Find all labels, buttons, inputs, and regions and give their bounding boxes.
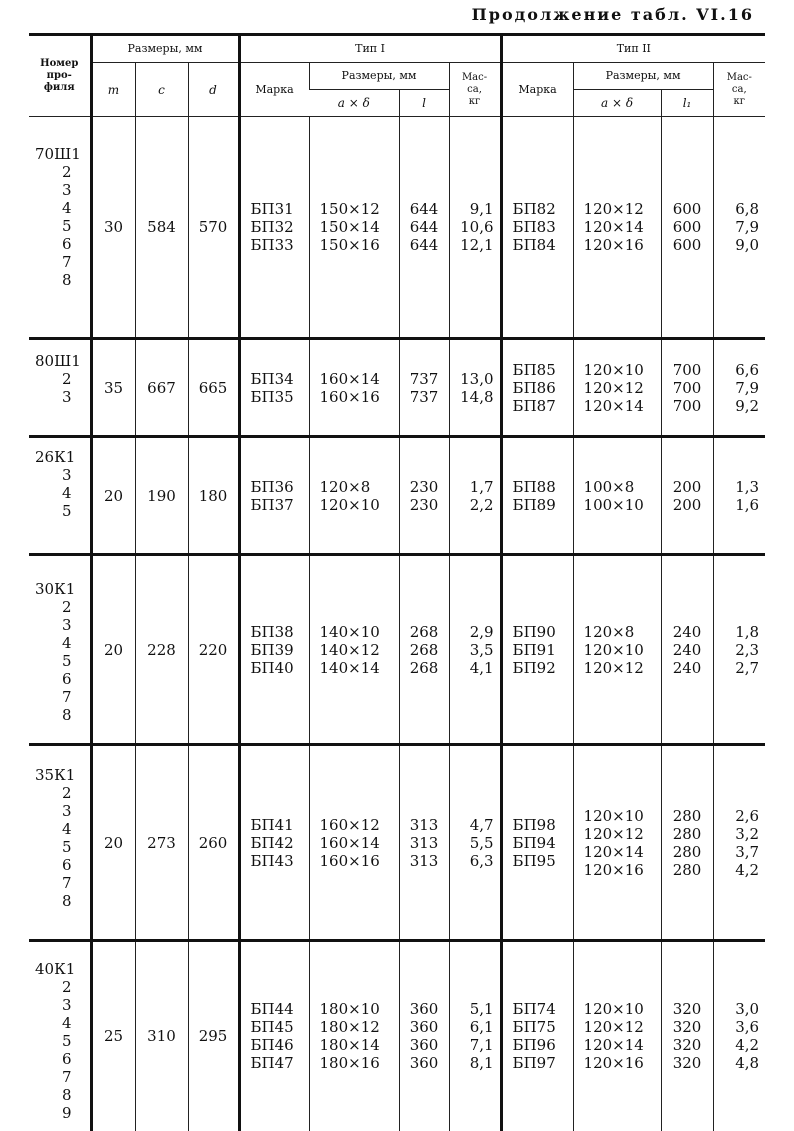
type2-mass xyxy=(713,941,765,1131)
profile-subnumber: 8 xyxy=(61,1086,72,1104)
profile-cell xyxy=(29,941,91,1131)
type1-mass xyxy=(449,437,501,555)
table-row xyxy=(29,555,765,745)
type2-mark-value: БП95 xyxy=(512,851,556,870)
type2-mark-value: БП87 xyxy=(512,396,556,415)
type2-l1-value: 700 xyxy=(672,396,702,415)
type2-axd-value: 120×10 xyxy=(583,360,644,379)
type1-l-value: 644 xyxy=(409,218,439,236)
table-row xyxy=(29,941,765,1131)
type2-mark-value: БП89 xyxy=(512,495,556,514)
size-c-cell: 228 xyxy=(135,555,188,745)
type2-axd-value: 120×16 xyxy=(583,236,644,254)
type1-mass-value: 6,3 xyxy=(469,851,494,870)
type2-l1 xyxy=(661,745,713,941)
type1-axd xyxy=(309,941,399,1131)
type2-l1 xyxy=(661,555,713,745)
profile-subnumber: 2 xyxy=(61,978,72,996)
type2-mass xyxy=(713,555,765,745)
type2-mass-value: 3,2 xyxy=(735,824,760,843)
type2-mark-value: БП83 xyxy=(512,218,556,236)
type2-mark-value: БП96 xyxy=(512,1036,556,1055)
type2-mass-value: 3,6 xyxy=(735,1018,760,1037)
type1-mark-value: БП39 xyxy=(250,640,294,659)
type1-mass xyxy=(449,555,501,745)
profile-subnumber: 3 xyxy=(61,181,72,199)
type2-mark-value: БП85 xyxy=(512,360,556,379)
type2-l1-value: 320 xyxy=(672,1054,702,1073)
header-profile-no: Номер про- филя xyxy=(29,35,91,117)
type2-mass-value: 2,7 xyxy=(735,658,760,677)
type2-mark-value: БП86 xyxy=(512,378,556,397)
type2-l1-value: 280 xyxy=(672,824,702,843)
type1-mark-value: БП45 xyxy=(250,1018,294,1037)
type2-axd-value: 120×16 xyxy=(583,1054,644,1073)
type1-axd-value: 160×16 xyxy=(319,387,380,406)
type1-l-value: 313 xyxy=(409,851,439,870)
profile-number: 35К1 xyxy=(35,766,76,784)
type2-mark xyxy=(501,745,573,941)
type1-mark-value: БП44 xyxy=(250,1000,294,1019)
type2-axd-value: 120×16 xyxy=(583,860,644,879)
type2-mark-value: БП91 xyxy=(512,640,556,659)
profile-subnumber: 7 xyxy=(61,688,72,706)
type1-l-value: 644 xyxy=(409,200,439,218)
type1-mass-value: 5,5 xyxy=(469,833,494,852)
type1-mark-value: БП43 xyxy=(250,851,294,870)
type1-axd-value: 120×10 xyxy=(319,495,380,514)
header-type2-mark: Марка xyxy=(501,63,573,117)
type1-mark-value: БП34 xyxy=(250,369,294,388)
type1-mass-value: 1,7 xyxy=(469,477,494,496)
type2-axd-value: 120×12 xyxy=(583,658,644,677)
size-c-cell: 667 xyxy=(135,339,188,437)
size-c-cell: 190 xyxy=(135,437,188,555)
type2-mass-value: 7,9 xyxy=(735,218,760,236)
type2-mark-value: БП74 xyxy=(512,1000,556,1019)
profile-subnumber: 7 xyxy=(61,874,72,892)
type2-axd xyxy=(573,745,661,941)
type1-axd-value: 140×12 xyxy=(319,640,380,659)
header-type1-axd: a × δ xyxy=(309,90,399,117)
profile-subnumber: 7 xyxy=(61,253,72,271)
type2-axd-value: 120×10 xyxy=(583,640,644,659)
profile-number: 80Ш1 xyxy=(35,352,81,370)
type1-axd xyxy=(309,555,399,745)
type1-mass-value: 4,1 xyxy=(469,658,494,677)
type1-axd-value: 180×10 xyxy=(319,1000,380,1019)
size-m-cell: 20 xyxy=(91,745,135,941)
profile-subnumber: 5 xyxy=(61,838,72,856)
type1-axd-value: 120×8 xyxy=(319,477,371,496)
type1-mass-value: 14,8 xyxy=(460,387,494,406)
type2-axd-value: 120×12 xyxy=(583,200,644,218)
type2-mass-value: 6,6 xyxy=(735,360,760,379)
type1-l-value: 737 xyxy=(409,369,439,388)
type1-l-value: 313 xyxy=(409,833,439,852)
type1-l xyxy=(399,117,449,339)
type2-l1 xyxy=(661,339,713,437)
table-caption: Продолжение табл. VI.16 xyxy=(471,5,754,24)
type2-l1-value: 240 xyxy=(672,622,702,641)
type1-mass-value: 5,1 xyxy=(469,1000,494,1019)
size-c-cell: 310 xyxy=(135,941,188,1131)
type1-mark-value: БП41 xyxy=(250,815,294,834)
size-m-cell: 30 xyxy=(91,117,135,339)
type2-mark xyxy=(501,437,573,555)
type2-l1-value: 280 xyxy=(672,860,702,879)
profile-subnumber: 4 xyxy=(61,820,72,838)
type1-axd-value: 180×14 xyxy=(319,1036,380,1055)
type1-mass-value: 10,6 xyxy=(460,218,494,236)
profile-number: 70Ш1 xyxy=(35,145,81,163)
type2-mark-value: БП98 xyxy=(512,815,556,834)
type1-l-value: 360 xyxy=(409,1018,439,1037)
type2-mark-value: БП90 xyxy=(512,622,556,641)
type1-axd-value: 140×10 xyxy=(319,622,380,641)
type2-mass xyxy=(713,437,765,555)
type1-l-value: 313 xyxy=(409,815,439,834)
header-type2-l1: l₁ xyxy=(661,90,713,117)
type2-axd-value: 120×14 xyxy=(583,842,644,861)
profile-subnumber: 9 xyxy=(61,1104,72,1122)
size-m-cell: 25 xyxy=(91,941,135,1131)
type1-l-value: 360 xyxy=(409,1000,439,1019)
size-m-cell: 20 xyxy=(91,437,135,555)
type2-mass-value: 4,2 xyxy=(735,860,760,879)
type2-mass-value: 2,3 xyxy=(735,640,760,659)
size-m-cell: 20 xyxy=(91,555,135,745)
type2-mark-value: БП75 xyxy=(512,1018,556,1037)
header-type2: Тип II xyxy=(501,35,765,63)
type2-l1-value: 200 xyxy=(672,477,702,496)
profile-subnumber: 8 xyxy=(61,892,72,910)
profile-number: 30К1 xyxy=(35,580,76,598)
type2-axd-value: 100×10 xyxy=(583,495,644,514)
type1-axd-value: 160×14 xyxy=(319,833,380,852)
type1-axd-value: 160×14 xyxy=(319,369,380,388)
type1-l xyxy=(399,339,449,437)
type1-l-value: 644 xyxy=(409,236,439,254)
header-m: m xyxy=(91,63,135,117)
profile-subnumber: 3 xyxy=(61,802,72,820)
profile-subnumber: 8 xyxy=(61,706,72,724)
type2-l1 xyxy=(661,117,713,339)
type1-mass-value: 9,1 xyxy=(469,200,494,218)
type1-mark-value: БП38 xyxy=(250,622,294,641)
type1-axd-value: 160×12 xyxy=(319,815,380,834)
type2-mass-value: 4,8 xyxy=(735,1054,760,1073)
profile-number: 40К1 xyxy=(35,960,76,978)
type2-mass-value: 9,0 xyxy=(735,236,760,254)
type2-axd-value: 120×10 xyxy=(583,1000,644,1019)
type1-mark-value: БП37 xyxy=(250,495,294,514)
type2-l1-value: 700 xyxy=(672,378,702,397)
table-row xyxy=(29,745,765,941)
type1-axd-value: 150×16 xyxy=(319,236,380,254)
profile-cell xyxy=(29,117,91,339)
type1-mark-value: БП35 xyxy=(250,387,294,406)
profile-subnumber: 4 xyxy=(61,1014,72,1032)
type2-l1-value: 200 xyxy=(672,495,702,514)
type2-axd-value: 120×12 xyxy=(583,1018,644,1037)
type2-l1-value: 320 xyxy=(672,1036,702,1055)
profile-subnumber: 2 xyxy=(61,163,72,181)
type2-l1-value: 320 xyxy=(672,1018,702,1037)
profile-subnumber: 2 xyxy=(61,370,72,388)
profile-subnumber: 4 xyxy=(61,484,72,502)
profile-subnumber: 5 xyxy=(61,502,72,520)
type1-axd-value: 150×14 xyxy=(319,218,380,236)
type2-axd-value: 120×14 xyxy=(583,1036,644,1055)
profile-subnumber: 6 xyxy=(61,235,72,253)
type2-mass xyxy=(713,745,765,941)
type2-axd-value: 120×14 xyxy=(583,396,644,415)
type1-l xyxy=(399,437,449,555)
type1-mark-value: БП32 xyxy=(250,218,294,236)
profile-subnumber: 4 xyxy=(61,199,72,217)
type1-l-value: 268 xyxy=(409,658,439,677)
type1-axd xyxy=(309,117,399,339)
type2-mass xyxy=(713,117,765,339)
type2-mass-value: 3,0 xyxy=(735,1000,760,1019)
profile-subnumber: 8 xyxy=(61,271,72,289)
size-d-cell: 260 xyxy=(188,745,239,941)
type2-mark xyxy=(501,555,573,745)
profile-subnumber: 6 xyxy=(61,856,72,874)
type1-axd-value: 140×14 xyxy=(319,658,380,677)
type2-axd-value: 120×12 xyxy=(583,378,644,397)
profile-subnumber: 3 xyxy=(61,996,72,1014)
size-d-cell: 665 xyxy=(188,339,239,437)
type2-mass-value: 7,9 xyxy=(735,378,760,397)
profile-subnumber: 7 xyxy=(61,1068,72,1086)
type2-l1 xyxy=(661,941,713,1131)
type1-mass-value: 4,7 xyxy=(469,815,494,834)
type1-mark xyxy=(239,339,309,437)
type1-axd-value: 150×12 xyxy=(319,200,380,218)
type2-mass-value: 9,2 xyxy=(735,396,760,415)
size-d-cell: 570 xyxy=(188,117,239,339)
header-type1-l: l xyxy=(399,90,449,117)
type1-mark-value: БП33 xyxy=(250,236,294,254)
type1-mass xyxy=(449,117,501,339)
type1-mass-value: 8,1 xyxy=(469,1054,494,1073)
profile-subnumber: 6 xyxy=(61,1050,72,1068)
profile-subnumber: 5 xyxy=(61,652,72,670)
type1-l xyxy=(399,941,449,1131)
type2-mark-value: БП97 xyxy=(512,1054,556,1073)
type1-mass xyxy=(449,339,501,437)
profile-subnumber: 5 xyxy=(61,217,72,235)
type2-axd-value: 120×8 xyxy=(583,622,635,641)
type2-mass-value: 3,7 xyxy=(735,842,760,861)
type2-mark-value: БП92 xyxy=(512,658,556,677)
type2-mark-value: БП82 xyxy=(512,200,556,218)
header-c: c xyxy=(135,63,188,117)
type1-mark-value: БП40 xyxy=(250,658,294,677)
profile-cell xyxy=(29,339,91,437)
size-c-cell: 584 xyxy=(135,117,188,339)
type2-mass-value: 1,6 xyxy=(735,495,760,514)
type2-axd xyxy=(573,555,661,745)
type2-mark-value: БП84 xyxy=(512,236,556,254)
type1-axd-value: 160×16 xyxy=(319,851,380,870)
profile-cell xyxy=(29,437,91,555)
header-sizes: Размеры, мм xyxy=(91,35,239,63)
type1-axd-value: 180×16 xyxy=(319,1054,380,1073)
type2-l1-value: 280 xyxy=(672,806,702,825)
type2-mark xyxy=(501,117,573,339)
profile-subnumber: 2 xyxy=(61,598,72,616)
size-c-cell: 273 xyxy=(135,745,188,941)
type2-axd xyxy=(573,339,661,437)
type1-mass xyxy=(449,941,501,1131)
profile-subnumber: 3 xyxy=(61,388,72,406)
header-d: d xyxy=(188,63,239,117)
type2-mark xyxy=(501,941,573,1131)
table-row xyxy=(29,117,765,339)
type1-mass-value: 13,0 xyxy=(460,369,494,388)
type1-mass-value: 3,5 xyxy=(469,640,494,659)
type2-mass-value: 6,8 xyxy=(735,200,760,218)
profile-subnumber: 2 xyxy=(61,784,72,802)
type2-axd-value: 100×8 xyxy=(583,477,635,496)
type1-mass-value: 7,1 xyxy=(469,1036,494,1055)
type1-mark xyxy=(239,117,309,339)
type1-l-value: 230 xyxy=(409,477,439,496)
type2-axd xyxy=(573,117,661,339)
profile-subnumber: 5 xyxy=(61,1032,72,1050)
type2-mass-value: 2,6 xyxy=(735,806,760,825)
table-row xyxy=(29,437,765,555)
type1-mass xyxy=(449,745,501,941)
profile-cell xyxy=(29,555,91,745)
header-type2-axd: a × δ xyxy=(573,90,661,117)
profile-table xyxy=(29,33,765,1131)
type1-mark-value: БП42 xyxy=(250,833,294,852)
profile-subnumber: 3 xyxy=(61,466,72,484)
type2-mass-value: 1,3 xyxy=(735,477,760,496)
type2-l1-value: 240 xyxy=(672,640,702,659)
type1-mark-value: БП31 xyxy=(250,200,294,218)
type2-l1-value: 600 xyxy=(672,200,702,218)
type1-l xyxy=(399,745,449,941)
type1-l-value: 268 xyxy=(409,622,439,641)
type2-l1-value: 600 xyxy=(672,236,702,254)
type2-l1 xyxy=(661,437,713,555)
header-type1: Тип I xyxy=(239,35,501,63)
type1-axd xyxy=(309,745,399,941)
size-d-cell: 295 xyxy=(188,941,239,1131)
header-type1-mass: Мас- са, кг xyxy=(449,63,501,117)
profile-subnumber: 6 xyxy=(61,670,72,688)
type1-l-value: 268 xyxy=(409,640,439,659)
type1-mark xyxy=(239,555,309,745)
header-type2-mass: Мас- са, кг xyxy=(713,63,765,117)
type1-mark xyxy=(239,941,309,1131)
type2-axd xyxy=(573,941,661,1131)
type1-l-value: 737 xyxy=(409,387,439,406)
type1-mass-value: 2,9 xyxy=(469,622,494,641)
type1-axd xyxy=(309,437,399,555)
type2-l1-value: 700 xyxy=(672,360,702,379)
type1-mass-value: 6,1 xyxy=(469,1018,494,1037)
type2-l1-value: 320 xyxy=(672,1000,702,1019)
type2-mark xyxy=(501,339,573,437)
type1-mass-value: 2,2 xyxy=(469,495,494,514)
type1-l-value: 360 xyxy=(409,1054,439,1073)
type1-l-value: 230 xyxy=(409,495,439,514)
header-type2-sizes: Размеры, мм xyxy=(573,63,713,90)
profile-number: 26К1 xyxy=(35,448,76,466)
type2-l1-value: 600 xyxy=(672,218,702,236)
type2-axd xyxy=(573,437,661,555)
size-d-cell: 180 xyxy=(188,437,239,555)
type2-mass-value: 4,2 xyxy=(735,1036,760,1055)
type1-axd xyxy=(309,339,399,437)
table-row xyxy=(29,339,765,437)
type2-mark-value: БП94 xyxy=(512,833,556,852)
type2-mass xyxy=(713,339,765,437)
type2-axd-value: 120×10 xyxy=(583,806,644,825)
header-type1-sizes: Размеры, мм xyxy=(309,63,449,90)
type2-axd-value: 120×12 xyxy=(583,824,644,843)
type2-mass-value: 1,8 xyxy=(735,622,760,641)
type1-axd-value: 180×12 xyxy=(319,1018,380,1037)
profile-subnumber: 3 xyxy=(61,616,72,634)
type2-axd-value: 120×14 xyxy=(583,218,644,236)
type1-mark xyxy=(239,745,309,941)
type1-mark-value: БП46 xyxy=(250,1036,294,1055)
type1-mark-value: БП36 xyxy=(250,477,294,496)
type1-mark-value: БП47 xyxy=(250,1054,294,1073)
profile-cell xyxy=(29,745,91,941)
size-m-cell: 35 xyxy=(91,339,135,437)
type1-mark xyxy=(239,437,309,555)
size-d-cell: 220 xyxy=(188,555,239,745)
type2-l1-value: 280 xyxy=(672,842,702,861)
header-type1-mark: Марка xyxy=(239,63,309,117)
type2-l1-value: 240 xyxy=(672,658,702,677)
profile-subnumber: 4 xyxy=(61,634,72,652)
type1-mass-value: 12,1 xyxy=(460,236,494,254)
type1-l xyxy=(399,555,449,745)
type2-mark-value: БП88 xyxy=(512,477,556,496)
type1-l-value: 360 xyxy=(409,1036,439,1055)
